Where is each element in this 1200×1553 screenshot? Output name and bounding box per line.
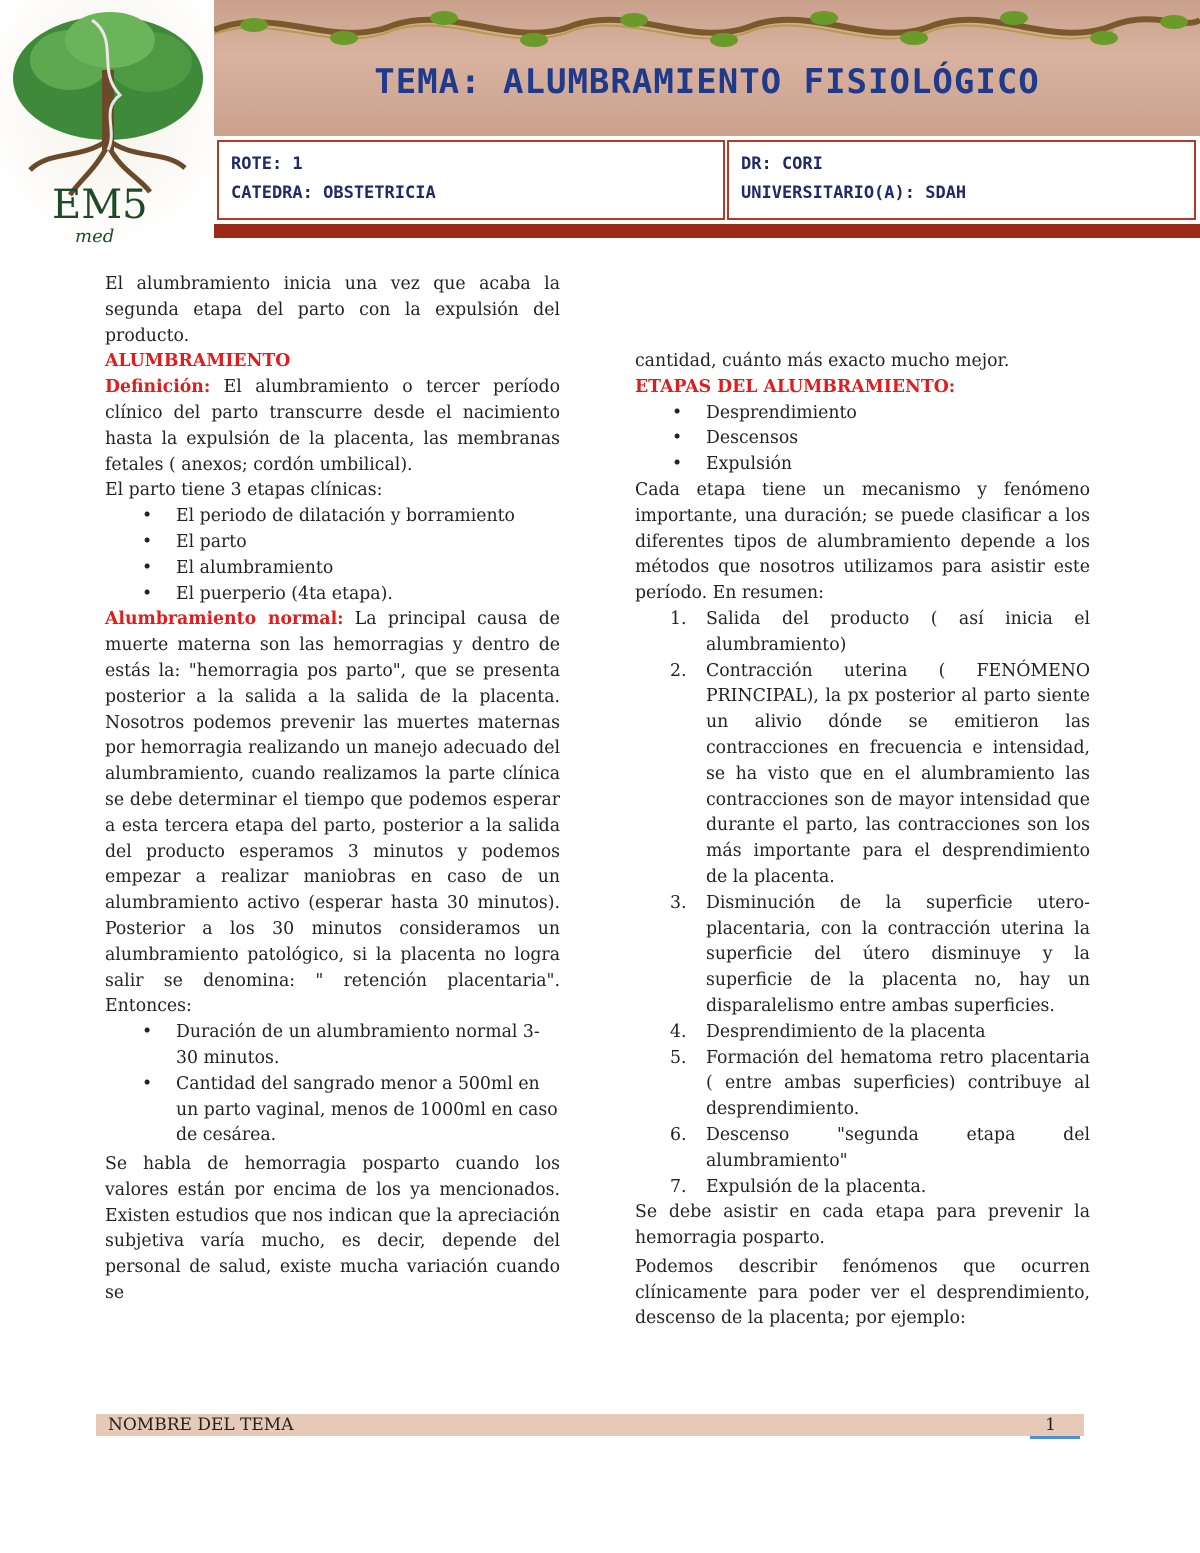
list-item: • Duración de un alumbramiento normal 3-30 minutos.: [176, 1020, 560, 1072]
step-number: 4.: [670, 1021, 687, 1042]
list-item: [670, 1175, 1090, 1201]
list-item: • Expulsión: [706, 452, 1090, 478]
assist-paragraph: Se debe asistir en cada etapa para prevenir la hemorragia posparto.: [635, 1202, 1090, 1249]
normal-criteria-list: [105, 1020, 560, 1149]
section-heading: ALUMBRAMIENTO: [105, 351, 291, 372]
definition-label: Definición:: [105, 377, 211, 398]
step-number: 5.: [670, 1047, 687, 1068]
step-number: 6.: [670, 1124, 687, 1145]
left-column: [105, 272, 560, 1307]
catedra-label: CATEDRA: OBSTETRICIA: [231, 183, 436, 203]
step-number: 7.: [670, 1176, 687, 1197]
page-title: TEMA: ALUMBRAMIENTO FISIOLÓGICO: [374, 62, 1040, 102]
step-text: Contracción uterina ( FENÓMENO PRINCIPAL), la px posterior al parto siente un alivio dónde se emitieron las contracciones en frecuencia e intensidad, se ha visto que en el alumbramiento las contracciones son de mayor intensidad que durante el parto, las contracciones son los más importante para el desprendimiento de la placenta.: [706, 660, 1090, 887]
header-banner: [214, 0, 1200, 136]
step-text: Expulsión de la placenta.: [706, 1176, 927, 1197]
footer-title: NOMBRE DEL TEMA: [108, 1415, 294, 1435]
list-item: • El puerperio (4ta etapa).: [176, 582, 560, 608]
step-number: 2.: [670, 660, 687, 681]
student-label: UNIVERSITARIO(A): SDAH: [741, 183, 967, 203]
page-footer: [96, 1414, 1084, 1436]
phenomena-paragraph: Podemos describir fenómenos que ocurren clínicamente para poder ver el desprendimiento, descenso de la placenta; por ejemplo:: [635, 1256, 1090, 1329]
vine-decoration: [214, 0, 1200, 60]
definition-paragraph: [105, 375, 560, 478]
course-info-box: [217, 140, 725, 220]
page-number: 1: [1045, 1415, 1056, 1435]
step-text: Disminución de la superficie utero-placentaria, con la contracción uterina la superficie del útero disminuye y la superficie de la placenta no, hay un disparalelismo entre ambas superficies.: [706, 892, 1090, 1016]
summary-paragraph: Cada etapa tiene un mecanismo y fenómeno importante, una duración; se puede clasificar a los diferentes tipos de alumbramiento depende a los métodos que nosotros utilizamos para asistir este período. En resumen:: [635, 479, 1090, 604]
step-text: Descenso "segunda etapa del alumbramiento": [706, 1124, 1090, 1171]
list-item: [670, 607, 1090, 659]
author-info-box: [727, 140, 1196, 220]
normal-label: Alumbramiento normal:: [105, 609, 344, 630]
em5-logo: [0, 0, 215, 250]
rote-label: ROTE: 1: [231, 154, 303, 174]
intro-paragraph: El alumbramiento inicia una vez que acaba la segunda etapa del parto con la expulsión del producto.: [105, 274, 560, 346]
list-item: • El parto: [176, 530, 560, 556]
logo-text: EM5: [52, 182, 148, 228]
step-number: 3.: [670, 892, 687, 913]
page-number-underline: [1030, 1436, 1080, 1439]
header-divider: [214, 224, 1200, 238]
steps-list: [635, 607, 1090, 1200]
step-text: Desprendimiento de la placenta: [706, 1021, 986, 1042]
list-item: • Cantidad del sangrado menor a 500ml en un parto vaginal, menos de 1000ml en caso de cesárea.: [176, 1072, 560, 1149]
stages-intro: El parto tiene 3 etapas clínicas:: [105, 480, 383, 501]
step-text: Formación del hematoma retro placentaria ( entre ambas superficies) contribuye al desprendimiento.: [706, 1047, 1090, 1120]
right-column: [635, 349, 1090, 1332]
alumbramiento-stages-list: [635, 401, 1090, 478]
list-item: [670, 1123, 1090, 1175]
list-item: • Descensos: [706, 426, 1090, 452]
normal-text: La principal causa de muerte materna son las hemorragias y dentro de estás la: "hemorragia pos parto", que se presenta posterior a la salida a la salida de la placenta. Nosotros podemos prevenir las muertes maternas por hemorragia realizando un manejo adecuado del alumbramiento, cuando realizamos la parte clínica se debe determinar el tiempo que podemos esperar a esta tercera etapa del parto, posterior a la salida del producto esperamos 3 minutos y podemos empezar a realizar maniobras en caso de un alumbramiento activo (esperar hasta 30 minutos). Posterior a los 30 minutos consideramos un alumbramiento patológico, si la placenta no logra salir se denomina: " retención placentaria". Entonces:: [105, 609, 560, 1017]
logo-subtext: med: [75, 226, 115, 247]
normal-paragraph: [105, 607, 560, 1020]
closing-paragraph: Se habla de hemorragia posparto cuando los valores están por encima de los ya mencionados. Existen estudios que nos indican que la apreciación subjetiva varía mucho, es decir, depende del personal de salud, existe mucha variación cuando se: [105, 1154, 560, 1304]
list-item: • El alumbramiento: [176, 556, 560, 582]
clinical-stages-list: [105, 504, 560, 607]
doctor-label: DR: CORI: [741, 154, 823, 174]
definition-text: El alumbramiento o tercer período clínico del parto transcurre desde el nacimiento hasta la expulsión de la placenta, las membranas fetales ( anexos; cordón umbilical).: [105, 377, 560, 475]
list-item: [670, 891, 1090, 1020]
list-item: [670, 659, 1090, 891]
list-item: • El periodo de dilatación y borramiento: [176, 504, 560, 530]
continued-text: cantidad, cuánto más exacto mucho mejor.: [635, 351, 1010, 371]
stages-heading: ETAPAS DEL ALUMBRAMIENTO:: [635, 376, 956, 397]
list-item: [670, 1020, 1090, 1046]
list-item: • Desprendimiento: [706, 401, 1090, 427]
step-text: Salida del producto ( así inicia el alumbramiento): [706, 608, 1090, 655]
step-number: 1.: [670, 608, 687, 629]
list-item: [670, 1046, 1090, 1123]
